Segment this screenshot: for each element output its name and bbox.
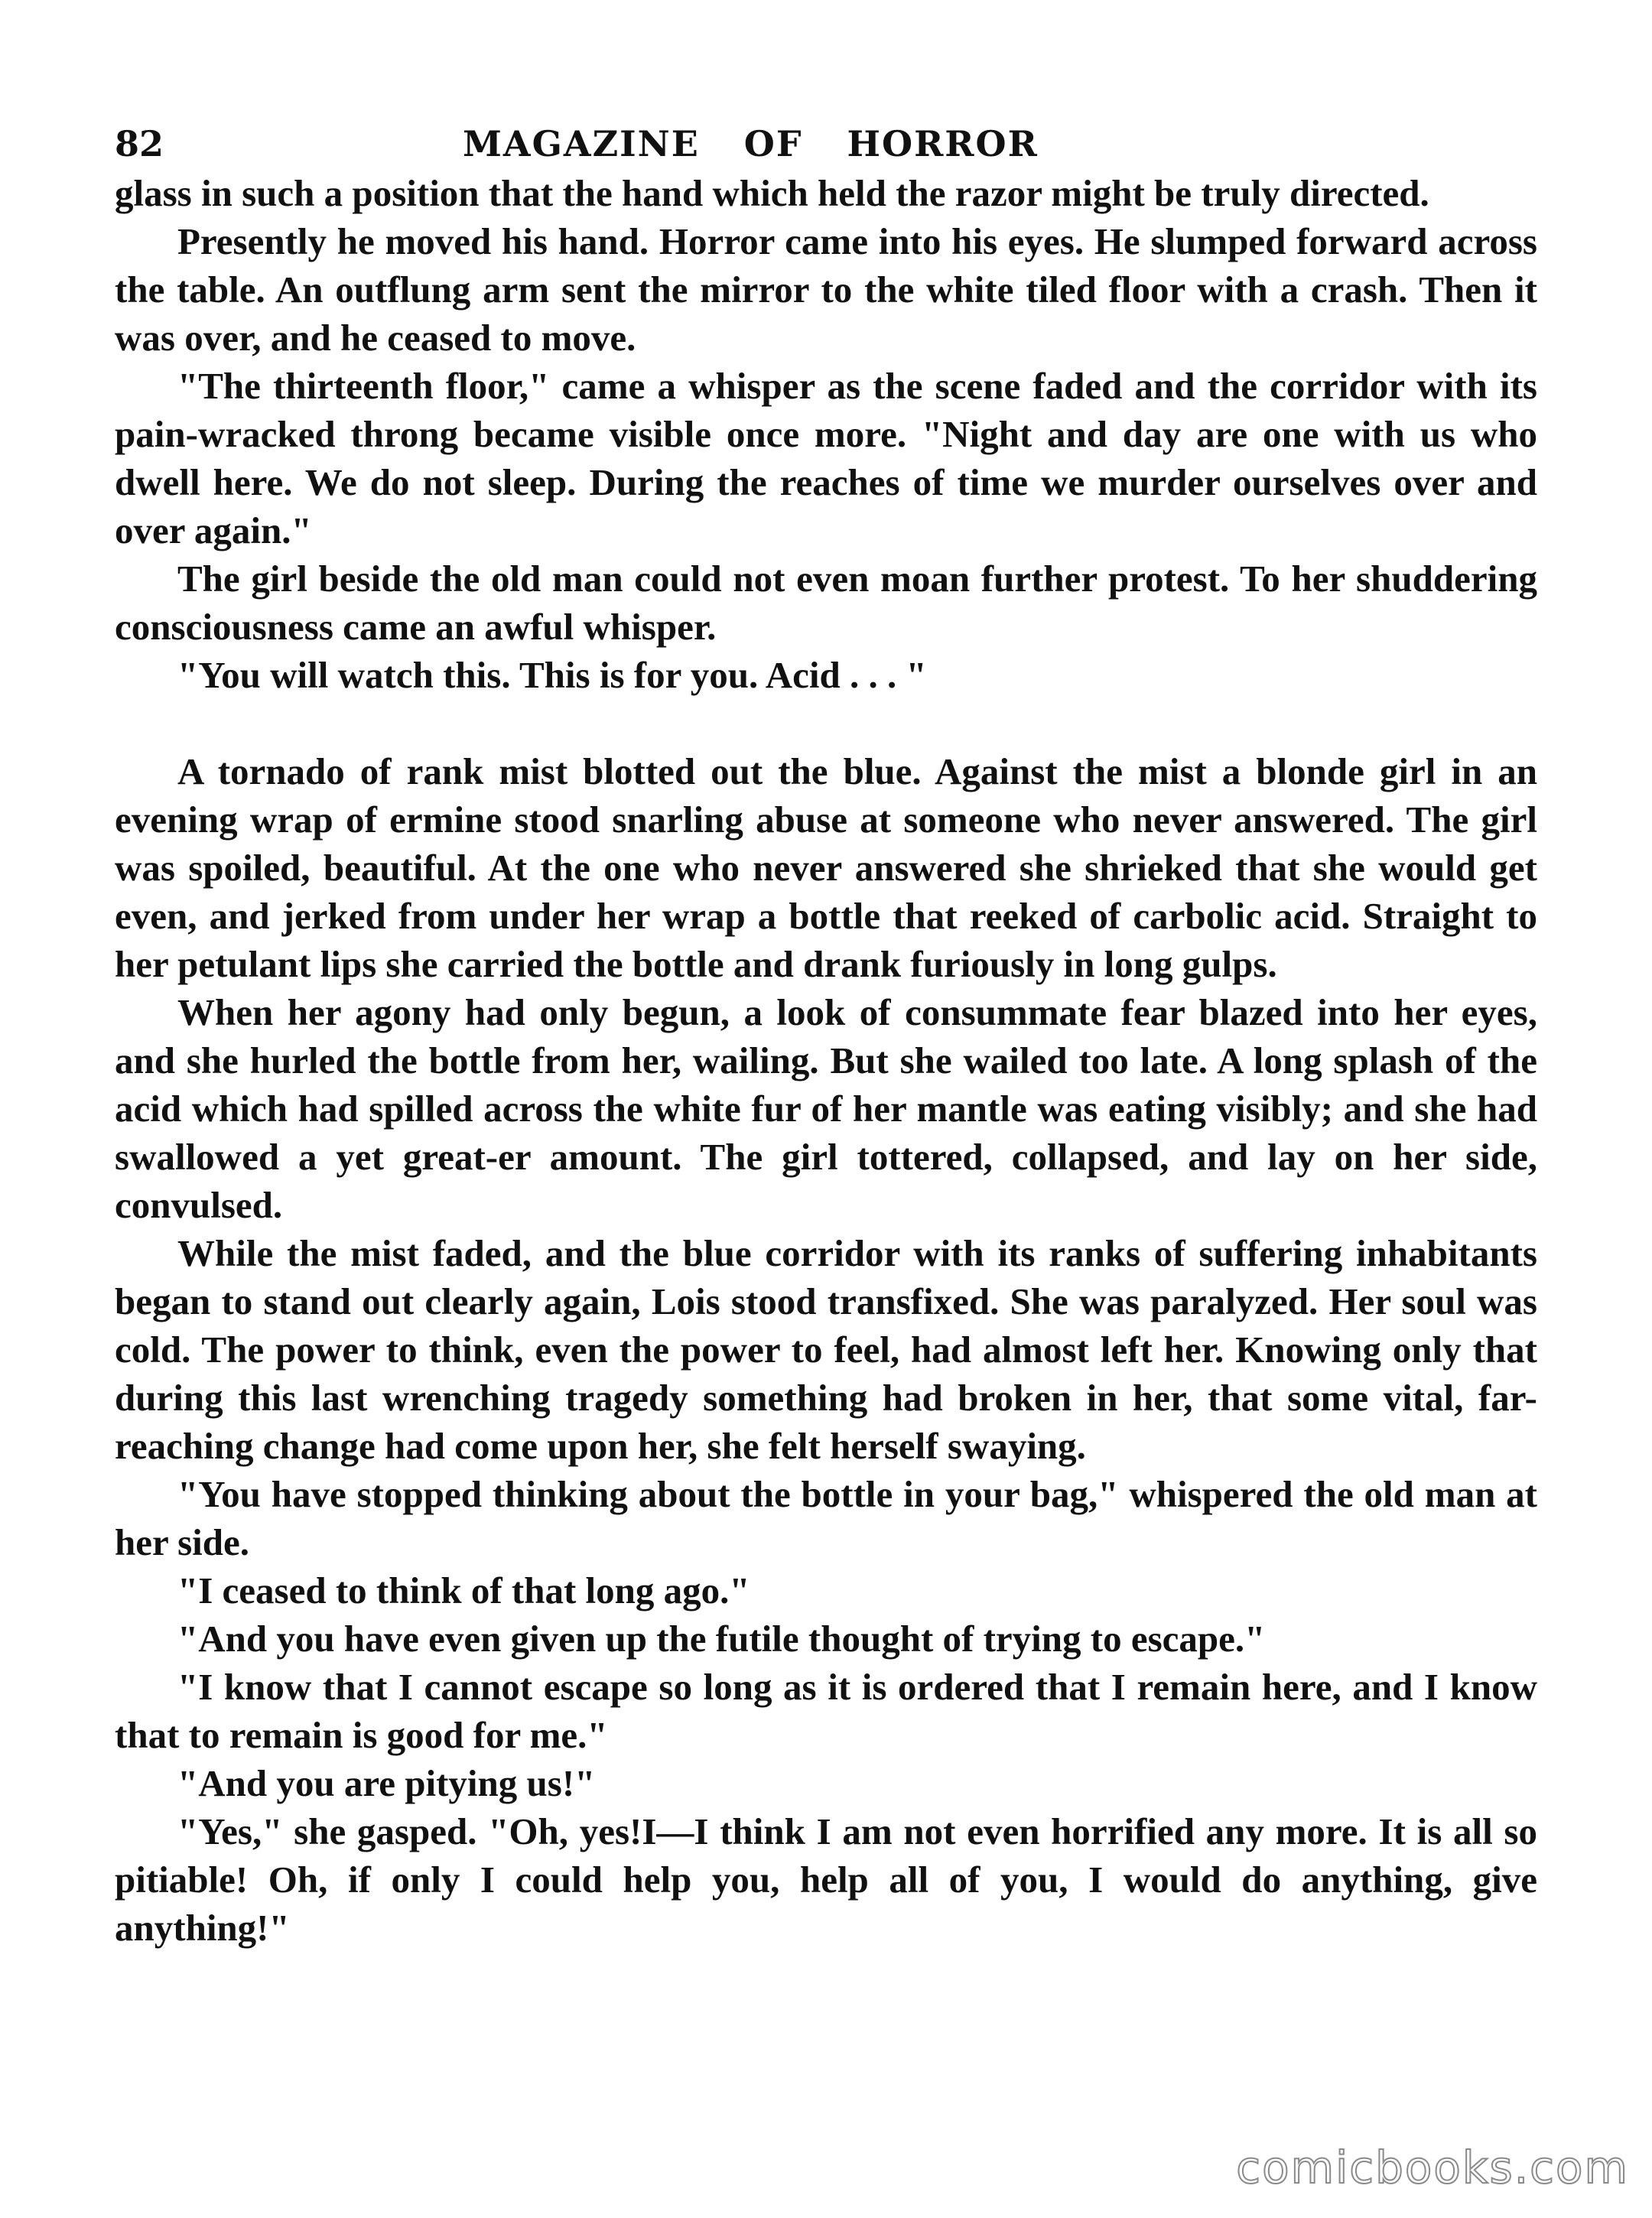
paragraph: The girl beside the old man could not even moan further protest. To her shuddering consciousness came an awful whisper. [115, 558, 1537, 648]
paragraph: "You will watch this. This is for you. Acid . . . " [177, 654, 927, 696]
paragraph: glass in such a position that the hand which held the razor might be truly directed. [115, 172, 1429, 214]
story-text [115, 169, 1537, 1952]
scene-break [115, 699, 1537, 747]
paragraph: "You have stopped thinking about the bottle in your bag," whispered the old man at her side. [115, 1473, 1537, 1563]
page-number: 82 [115, 123, 164, 164]
paragraph: When her agony had only begun, a look of consummate fear blazed into her eyes, and she hurled the bottle from her, wailing. But she wailed too late. A long splash of the acid which had spilled across the white fur of her mantle was eating visibly; and she had swallowed a yet great-er amount. The girl tottered, collapsed, and lay on her side, convulsed. [115, 991, 1537, 1226]
page-header [115, 119, 1537, 169]
paragraph: While the mist faded, and the blue corridor with its ranks of suffering inhabitants began to stand out clearly again, Lois stood transfixed. She was paralyzed. Her soul was cold. The power to think, even the power to feel, had almost left her. Knowing only that during this last wrenching tragedy something had broken in her, that some vital, far-reaching change had come upon her, she felt herself swaying. [115, 1232, 1537, 1467]
paragraph: "I know that I cannot escape so long as it is ordered that I remain here, and I know that to remain is good for me." [115, 1666, 1537, 1756]
watermark: comicbooks.com [1236, 2142, 1629, 2194]
paragraph: "And you are pitying us!" [177, 1762, 596, 1804]
paragraph: "And you have even given up the futile thought of trying to escape." [177, 1618, 1266, 1660]
paragraph: Presently he moved his hand. Horror came into his eyes. He slumped forward across the table. An outflung arm sent the mirror to the white tiled floor with a crash. Then it was over, and he ceased to move. [115, 220, 1537, 359]
running-title: MAGAZINE OF HORROR [463, 123, 1039, 164]
magazine-page [115, 119, 1537, 1952]
paragraph: "I ceased to think of that long ago." [177, 1569, 750, 1611]
paragraph: "The thirteenth floor," came a whisper as the scene faded and the corridor with its pain-wracked throng became visible once more. "Night and day are one with us who dwell here. We do not sleep. During the reaches of time we murder ourselves over and over again." [115, 365, 1537, 551]
paragraph: "Yes," she gasped. "Oh, yes!I—I think I am not even horrified any more. It is all so pitiable! Oh, if only I could help you, help all of you, I would do anything, give anything!" [115, 1810, 1537, 1949]
paragraph: A tornado of rank mist blotted out the blue. Against the mist a blonde girl in an evening wrap of ermine stood snarling abuse at someone who never answered. The girl was spoiled, beautiful. At the one who never answered she shrieked that she would get even, and jerked from under her wrap a bottle that reeked of carbolic acid. Straight to her petulant lips she carried the bottle and drank furiously in long gulps. [115, 750, 1537, 985]
